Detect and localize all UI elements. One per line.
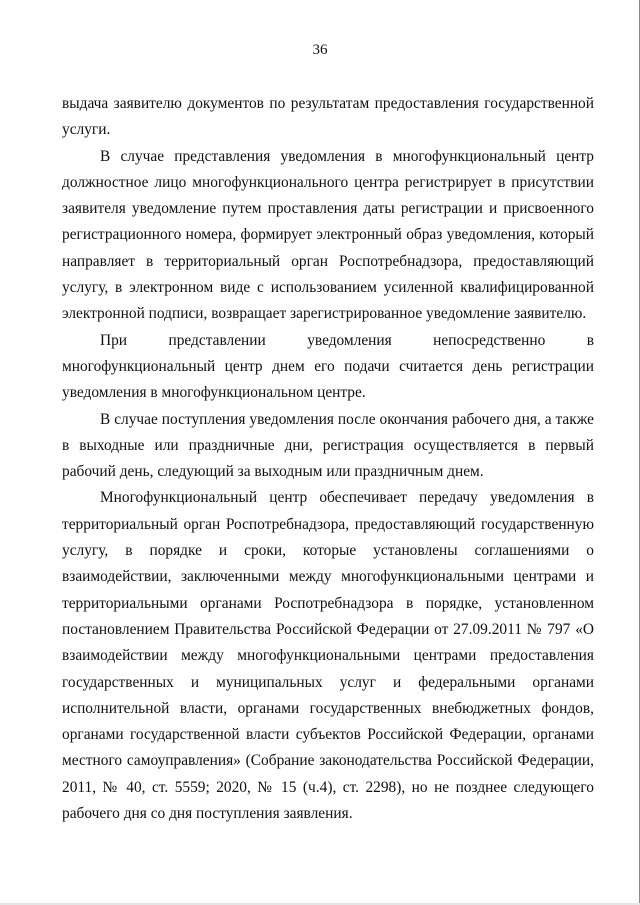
document-body	[62, 91, 594, 827]
paragraph: В случае представления уведомления в многофункциональный центр должностное лицо многофункционального центра регистрирует в присутствии заявителя уведомление путем проставления даты регистрации и присвоенного регистрационного номера, формирует электронный образ уведомления, который направляет в территориальный орган Роспотребнадзора, предоставляющий услугу, в электронном виде с использованием усиленной квалифицированной электронной подписи, возвращает зарегистрированное уведомление заявителю.	[62, 147, 594, 323]
paragraph: Многофункциональный центр обеспечивает передачу уведомления в территориальный орган Роспотребнадзора, предоставляющий государственную услугу, в порядке и сроки, которые установлены соглашениями о взаимодействии, заключенными между многофункциональными центрами и территориальными органами Роспотребнадзора в порядке, установленном постановлением Правительства Российской Федерации от 27.09.2011 № 797 «О взаимодействии между многофункциональными центрами предоставления государственных и муниципальных услуг и федеральными органами исполнительной власти, органами государственных внебюджетных фондов, органами государственной власти субъектов Российской Федерации, органами местного самоуправления» (Собрание законодательства Российской Федерации, 2011, № 40, ст. 5559; 2020, № 15 (ч.4), ст. 2298), но не позднее следующего рабочего дня со дня поступления заявления.	[62, 489, 594, 823]
paragraph: При представлении уведомления непосредственно в многофункциональный центр днем его подачи считается день регистрации уведомления в многофункциональном центре.	[62, 331, 594, 402]
paragraph: выдача заявителю документов по результатам предоставления государственной услуги.	[62, 95, 594, 139]
paragraph: В случае поступления уведомления после окончания рабочего дня, а также в выходные или праздничные дни, регистрация осуществляется в первый рабочий день, следующий за выходным или праздничным днем.	[62, 410, 594, 481]
page-number: 36	[312, 42, 328, 58]
